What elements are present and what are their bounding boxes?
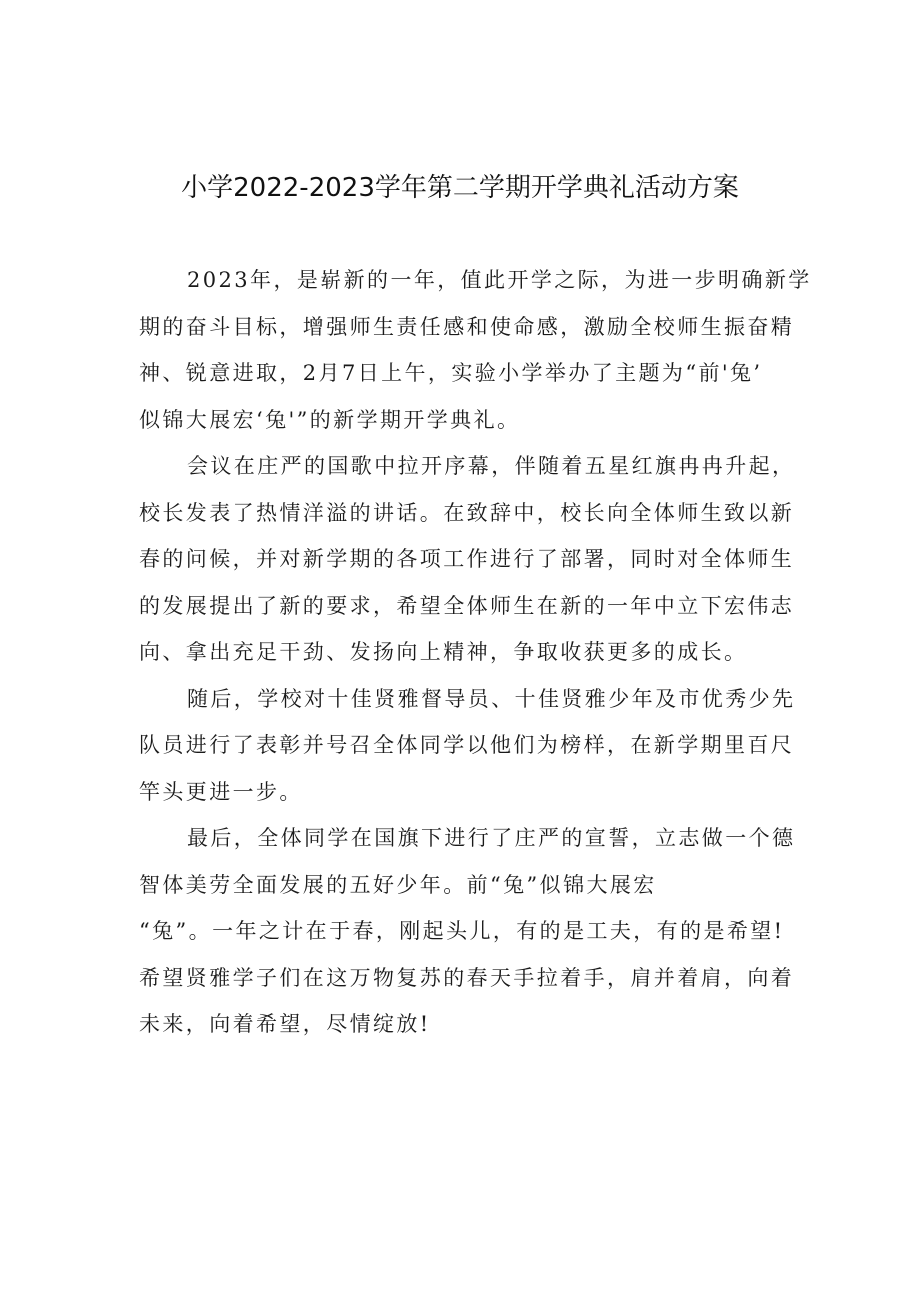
- paragraph-line: 似锦大展宏‘兔'”的新学期开学典礼。: [139, 407, 521, 432]
- paragraph-awards: [139, 676, 804, 816]
- paragraph-line: 希望贤雅学子们在这万物复苏的春天手拉着手，肩并着肩，向着: [139, 965, 795, 990]
- paragraph-line: 的发展提出了新的要求，希望全体师生在新的一年中立下宏伟志: [139, 593, 795, 618]
- paragraph-line: 春的问候，并对新学期的各项工作进行了部署，同时对全体师生: [139, 547, 795, 571]
- paragraph-line: 队员进行了表彰并号召全体同学以他们为榜样，在新学期里百尺: [139, 733, 795, 757]
- paragraph-line: 神、锐意进取，2月7日上午，实验小学举办了主题为“前'兔’: [139, 361, 763, 385]
- paragraph-line: 2023年，是崭新的一年，值此开学之际，为进一步明确新学: [187, 268, 812, 292]
- paragraph-line: 竿头更进一步。: [139, 779, 303, 804]
- paragraph-line: 期的奋斗目标，增强师生责任感和使命感，激励全校师生振奋精: [139, 314, 795, 339]
- paragraph-line: 智体美劳全面发展的五好少年。前“兔”似锦大展宏: [139, 872, 657, 897]
- paragraph-line: 校长发表了热情洋溢的讲话。在致辞中，校长向全体师生致以新: [139, 500, 795, 525]
- paragraph-line: “兔”。一年之计在于春，刚起头儿，有的是工夫，有的是希望!: [139, 919, 785, 943]
- document-body: [139, 257, 812, 1048]
- paragraph-intro: [139, 257, 812, 443]
- paragraph-line: 最后，全体同学在国旗下进行了庄严的宣誓，立志做一个德: [187, 826, 796, 850]
- paragraph-oath: [139, 815, 804, 1048]
- paragraph-line: 会议在庄严的国歌中拉开序幕，伴随着五星红旗冉冉升起，: [187, 454, 796, 478]
- paragraph-line: 向、拿出充足干劲、发扬向上精神，争取收获更多的成长。: [139, 640, 748, 664]
- paragraph-line: 未来，向着希望，尽情绽放!: [139, 1012, 431, 1036]
- paragraph-ceremony: [139, 443, 804, 676]
- document-title: 小学2022-2023学年第二学期开学典礼活动方案: [181, 173, 739, 203]
- paragraph-line: 随后，学校对十佳贤雅督导员、十佳贤雅少年及市优秀少先: [187, 686, 796, 711]
